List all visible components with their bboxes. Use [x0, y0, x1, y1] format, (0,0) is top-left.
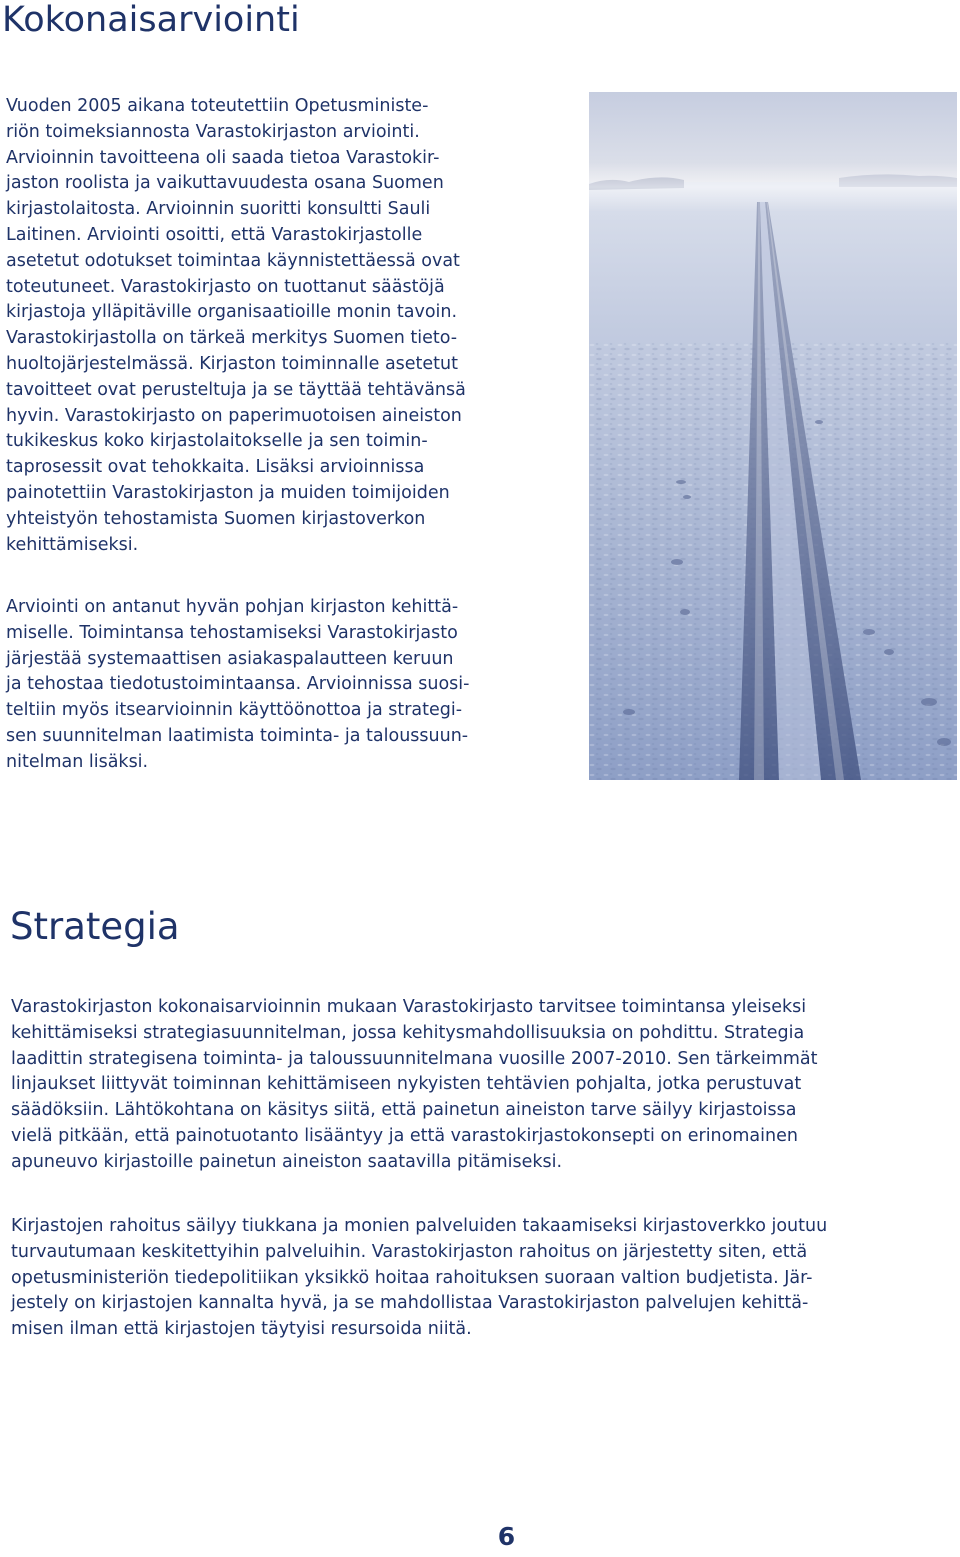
text-line: kirjastoja ylläpitäville organisaatioille monin tavoin.	[6, 302, 458, 323]
strategy-paragraph-2	[11, 1214, 956, 1343]
text-line: linjaukset liittyvät toiminnan kehittämiseen nykyisten tehtävien pohjalta, jotka perustuvat	[11, 1074, 802, 1095]
text-line: teltiin myös itsearvioinnin käyttöönottoa ja strategi-	[6, 700, 463, 721]
ski-tracks-image	[589, 92, 957, 780]
text-line: asetetut odotukset toimintaa käynnistettäessä ovat	[6, 250, 460, 271]
text-line: Varastokirjastolla on tärkeä merkitys Suomen tieto-	[6, 328, 458, 349]
text-line: misen ilman että kirjastojen täytyisi resursoida niitä.	[11, 1319, 472, 1340]
text-line: Arviointi on antanut hyvän pohjan kirjaston kehittä-	[6, 597, 459, 617]
evaluation-paragraph-2	[6, 595, 546, 776]
text-line: kehittämiseksi strategiasuunnitelman, jossa kehitysmahdollisuuksia on pohdittu. Strategia	[11, 1022, 805, 1043]
ski-tracks-photo	[589, 92, 957, 780]
text-line: huoltojärjestelmässä. Kirjaston toiminnalle asetetut	[6, 353, 459, 374]
text-line: apuneuvo kirjastoille painetun aineiston saatavilla pitämiseksi.	[11, 1151, 563, 1172]
text-line: Arvioinnin tavoitteena oli saada tietoa Varastokir-	[6, 147, 440, 168]
page-number: 6	[497, 1522, 516, 1551]
text-line: painotettiin Varastokirjaston ja muiden toimijoiden	[6, 482, 450, 503]
text-line: kehittämiseksi.	[6, 534, 139, 555]
text-line: Varastokirjaston kokonaisarvioinnin mukaan Varastokirjasto tarvitsee toimintansa yleiseksi	[11, 997, 807, 1017]
section-title-strategia: Strategia	[10, 905, 180, 948]
text-line: miselle. Toimintansa tehostamiseksi Varastokirjasto	[6, 622, 458, 643]
evaluation-paragraph-1	[6, 94, 546, 558]
text-line: taprosessit ovat tehokkaita. Lisäksi arvioinnissa	[6, 457, 425, 478]
text-line: opetusministeriön tiedepolitiikan yksikkö hoitaa rahoituksen suoraan valtion budjetista. Jär-	[11, 1267, 813, 1288]
text-line: säädöksiin. Lähtökohtana on käsitys siitä, että painetun aineiston tarve säilyy kirjastoissa	[11, 1100, 797, 1121]
text-line: hyvin. Varastokirjasto on paperimuotoisen aineiston	[6, 405, 462, 426]
text-line: tavoitteet ovat perusteltuja ja se täyttää tehtävänsä	[6, 379, 466, 400]
section-title-kokonaisarviointi: Kokonaisarviointi	[2, 0, 300, 40]
text-line: jaston roolista ja vaikuttavuudesta osana Suomen	[6, 173, 444, 194]
text-line: nitelman lisäksi.	[6, 751, 149, 772]
text-line: turvautumaan keskitettyihin palveluihin. Varastokirjaston rahoitus on järjestetty siten, että	[11, 1241, 808, 1262]
text-line: Laitinen. Arviointi osoitti, että Varastokirjastolle	[6, 224, 423, 245]
strategy-paragraph-1	[11, 995, 956, 1176]
text-line: yhteistyön tehostamista Suomen kirjastoverkon	[6, 508, 426, 529]
text-line: laadittin strategisena toiminta- ja taloussuunnitelmana vuosille 2007-2010. Sen tärkeimmät	[11, 1048, 818, 1069]
text-line: järjestää systemaattisen asiakaspalautteen keruun	[6, 648, 454, 669]
text-line: Vuoden 2005 aikana toteutettiin Opetusministe-	[6, 96, 429, 116]
text-line: jestely on kirjastojen kannalta hyvä, ja se mahdollistaa Varastokirjaston palvelujen kehittä-	[11, 1293, 809, 1314]
text-line: toteutuneet. Varastokirjasto on tuottanut säästöjä	[6, 276, 445, 297]
text-line: riön toimeksiannosta Varastokirjaston arviointi.	[6, 121, 420, 142]
text-line: Kirjastojen rahoitus säilyy tiukkana ja monien palveluiden takaamiseksi kirjastoverkko joutuu	[11, 1216, 828, 1236]
text-line: ja tehostaa tiedotustoimintaansa. Arvioinnissa suosi-	[6, 674, 470, 695]
text-line: kirjastolaitosta. Arvioinnin suoritti konsultti Sauli	[6, 199, 431, 220]
text-line: vielä pitkään, että painotuotanto lisääntyy ja että varastokirjastokonsepti on erinomainen	[11, 1125, 798, 1146]
text-line: sen suunnitelman laatimista toiminta- ja taloussuun-	[6, 725, 469, 746]
text-line: tukikeskus koko kirjastolaitokselle ja sen toimin-	[6, 431, 428, 452]
